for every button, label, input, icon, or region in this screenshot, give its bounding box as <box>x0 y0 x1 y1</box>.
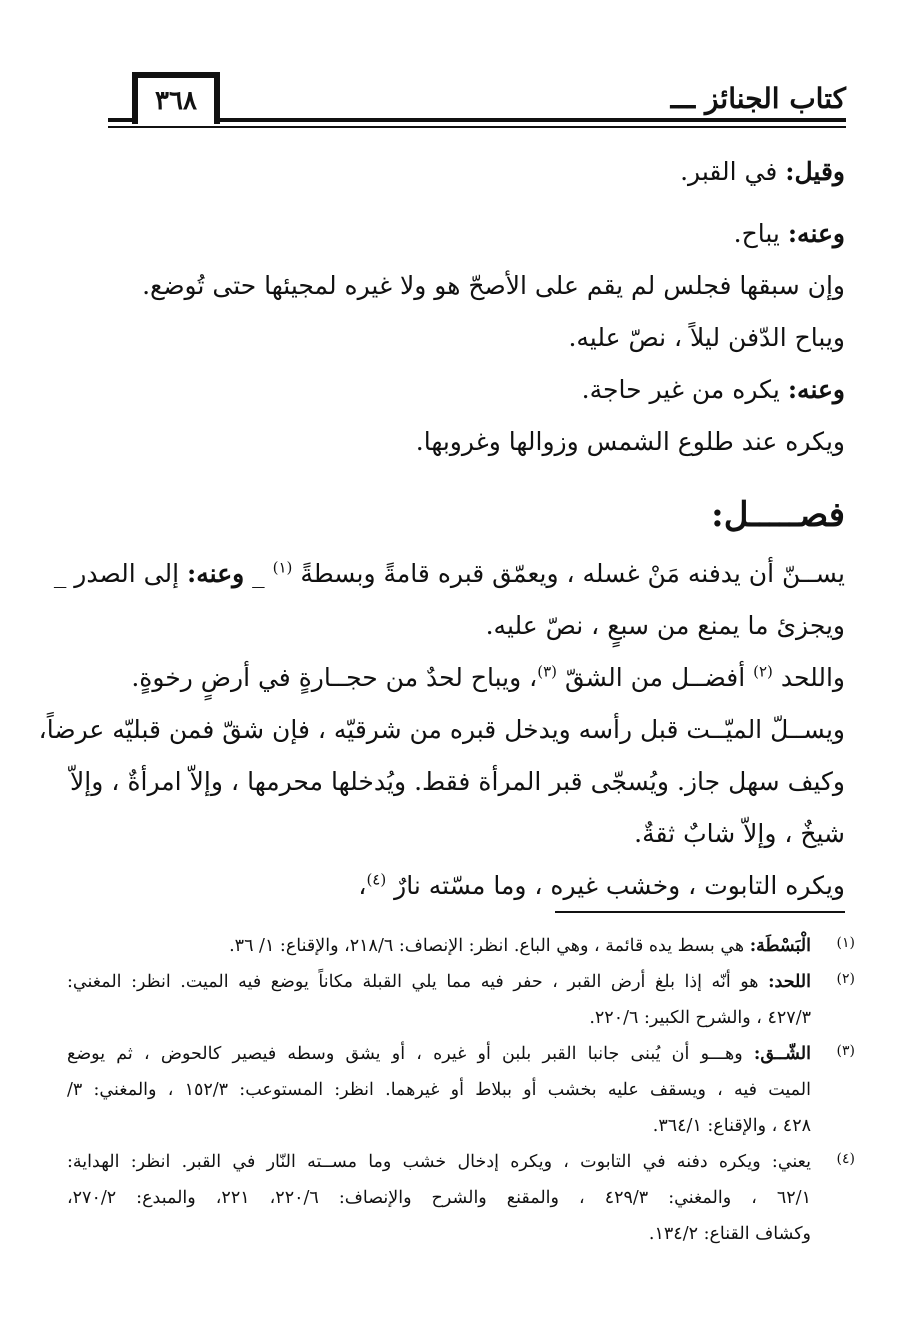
footnote-line <box>67 928 811 964</box>
footnote-3 <box>67 1036 855 1144</box>
footnote-term: اللحد: <box>768 972 811 992</box>
text-line <box>70 600 845 652</box>
footnote-text: وكشاف القناع: ١٣٤/٢. <box>648 1224 811 1244</box>
text-line <box>70 146 845 198</box>
page-number: ٣٦٨ <box>132 72 220 124</box>
line-text: واللحد <box>772 663 845 692</box>
text-line <box>70 312 845 364</box>
line-text: وكيف سهل جاز. ويُسجّى قبر المرأة فقط. ويُدخلها محرمها ، وإلاّ امرأةٌ ، وإلاّ <box>70 767 845 796</box>
footnote-text: يعني: ويكره دفنه في التابوت ، ويكره إدخال خشب وما مســته النّار في القبر. انظر: الهداية: <box>67 1152 811 1172</box>
footnote-2 <box>67 964 855 1036</box>
line-text: ، ويباح لحدٌ من حجــارةٍ في أرضٍ رخوةٍ. <box>131 663 538 692</box>
line-text: ويباح الدّفن ليلاً ، نصّ عليه. <box>568 323 845 352</box>
text-line <box>70 808 845 860</box>
line-text: _ <box>244 559 273 588</box>
footnote-4 <box>67 1144 855 1252</box>
text-line <box>70 652 845 704</box>
text-line <box>70 208 845 260</box>
footnote-text: ٦٢/١ ، والمغني: ٤٢٩/٣ ، والمقنع والشرح والإنصاف: ٢٢٠/٦، ٢٢١، والمبدع: ٢٧٠/٢، <box>67 1188 811 1208</box>
text-line <box>70 756 845 808</box>
footnote-separator <box>555 911 845 913</box>
book-title-text: كتاب الجنائز <box>704 82 846 115</box>
footnote-ref[interactable]: (١) <box>272 558 293 577</box>
footnote-line <box>67 1036 811 1072</box>
header-rule-thin <box>108 126 846 128</box>
line-text: ويســلّ الميّــت قبل رأسه ويدخل قبره من شرقيّه ، فإن شقّ فمن قبليّه عرضاً، <box>38 715 845 744</box>
text-line <box>70 260 845 312</box>
footnote-line <box>67 1072 811 1108</box>
footnote-ref[interactable]: (٢) <box>753 662 773 681</box>
main-text <box>38 146 845 912</box>
text-line <box>70 416 845 468</box>
footnote-number: (٣) <box>836 1043 855 1059</box>
lead-word: وعنه: <box>187 559 245 588</box>
footnote-line <box>67 1000 811 1036</box>
line-text: ويجزئ ما يمنع من سبعٍ ، نصّ عليه. <box>485 611 845 640</box>
line-text: ، <box>358 871 367 900</box>
footnote-number: (١) <box>836 935 855 951</box>
footnote-text: الميت فيه ، ويسقف عليه بخشب أو ببلاط أو غيرهما. انظر: المستوعب: ١٥٢/٣ ، والمغني: ٣/ <box>67 1080 811 1100</box>
line-text: شيخٌ ، وإلاّ شابٌ ثقةٌ. <box>634 819 845 848</box>
line-text: يســنّ أن يدفنه مَنْ غسله ، ويعمّق قبره قامةً وبسطةً <box>292 559 845 588</box>
footnote-number: (٢) <box>836 971 855 987</box>
book-title <box>663 82 846 116</box>
line-text: في القبر. <box>680 157 786 186</box>
line-text: وإن سبقها فجلس لم يقم على الأصحّ هو ولا غيره لمجيئها حتى تُوضع. <box>142 271 845 300</box>
footnote-text: هو أنّه إذا بلغ أرض القبر ، حفر فيه مما يلي القبلة مكاناً يوضع فيه الميت. انظر: المغني: <box>67 972 769 992</box>
footnote-line <box>67 1144 811 1180</box>
line-text: ويكره عند طلوع الشمس وزوالها وغروبها. <box>415 427 845 456</box>
footnote-term: الْبَسْطَة: <box>749 936 811 956</box>
text-line <box>38 704 845 756</box>
title-dash: ـــ <box>670 82 696 115</box>
line-text: إلى الصدر _ <box>53 559 188 588</box>
footnote-number: (٤) <box>836 1151 855 1167</box>
text-line <box>53 548 845 600</box>
lead-word: وعنه: <box>787 219 845 248</box>
lead-word: وقيل: <box>785 157 845 186</box>
line-text: يكره من غير حاجة. <box>581 375 788 404</box>
footnote-ref[interactable]: (٣) <box>537 662 557 681</box>
text-line <box>70 364 845 416</box>
footnote-line <box>67 1108 811 1144</box>
footnote-text: وهـــو أن يُبنى جانبا القبر بلبن أو غيره ، أو يشق وسطه فيصير كالحوض ، ثم يوضع <box>67 1044 754 1064</box>
lead-word: وعنه: <box>787 375 845 404</box>
footnote-text: ٤٢٧/٣ ، والشرح الكبير: ٢٢٠/٦. <box>589 1008 811 1028</box>
section-heading: فصـــــل: <box>711 495 845 535</box>
footnote-1 <box>67 928 855 964</box>
page-header <box>108 72 846 130</box>
footnote-line <box>67 964 811 1000</box>
text-line <box>70 860 845 912</box>
footnote-text: هي بسط يده قائمة ، وهي الباع. انظر: الإنصاف: ٢١٨/٦، والإقناع: ١/ ٣٦. <box>229 936 750 956</box>
footnote-ref[interactable]: (٤) <box>366 870 387 889</box>
footnote-text: ٤٢٨ ، والإقناع: ٣٦٤/١. <box>652 1116 811 1136</box>
line-text: ويكره التابوت ، وخشب غيره ، وما مسّته نارٌ <box>386 871 845 900</box>
footnotes <box>67 928 855 1252</box>
line-text: أفضــل من الشقّ <box>557 663 754 692</box>
footnote-term: الشّــق: <box>753 1044 811 1064</box>
line-text: يباح. <box>733 219 788 248</box>
footnote-line <box>67 1216 811 1252</box>
footnote-line <box>67 1180 811 1216</box>
